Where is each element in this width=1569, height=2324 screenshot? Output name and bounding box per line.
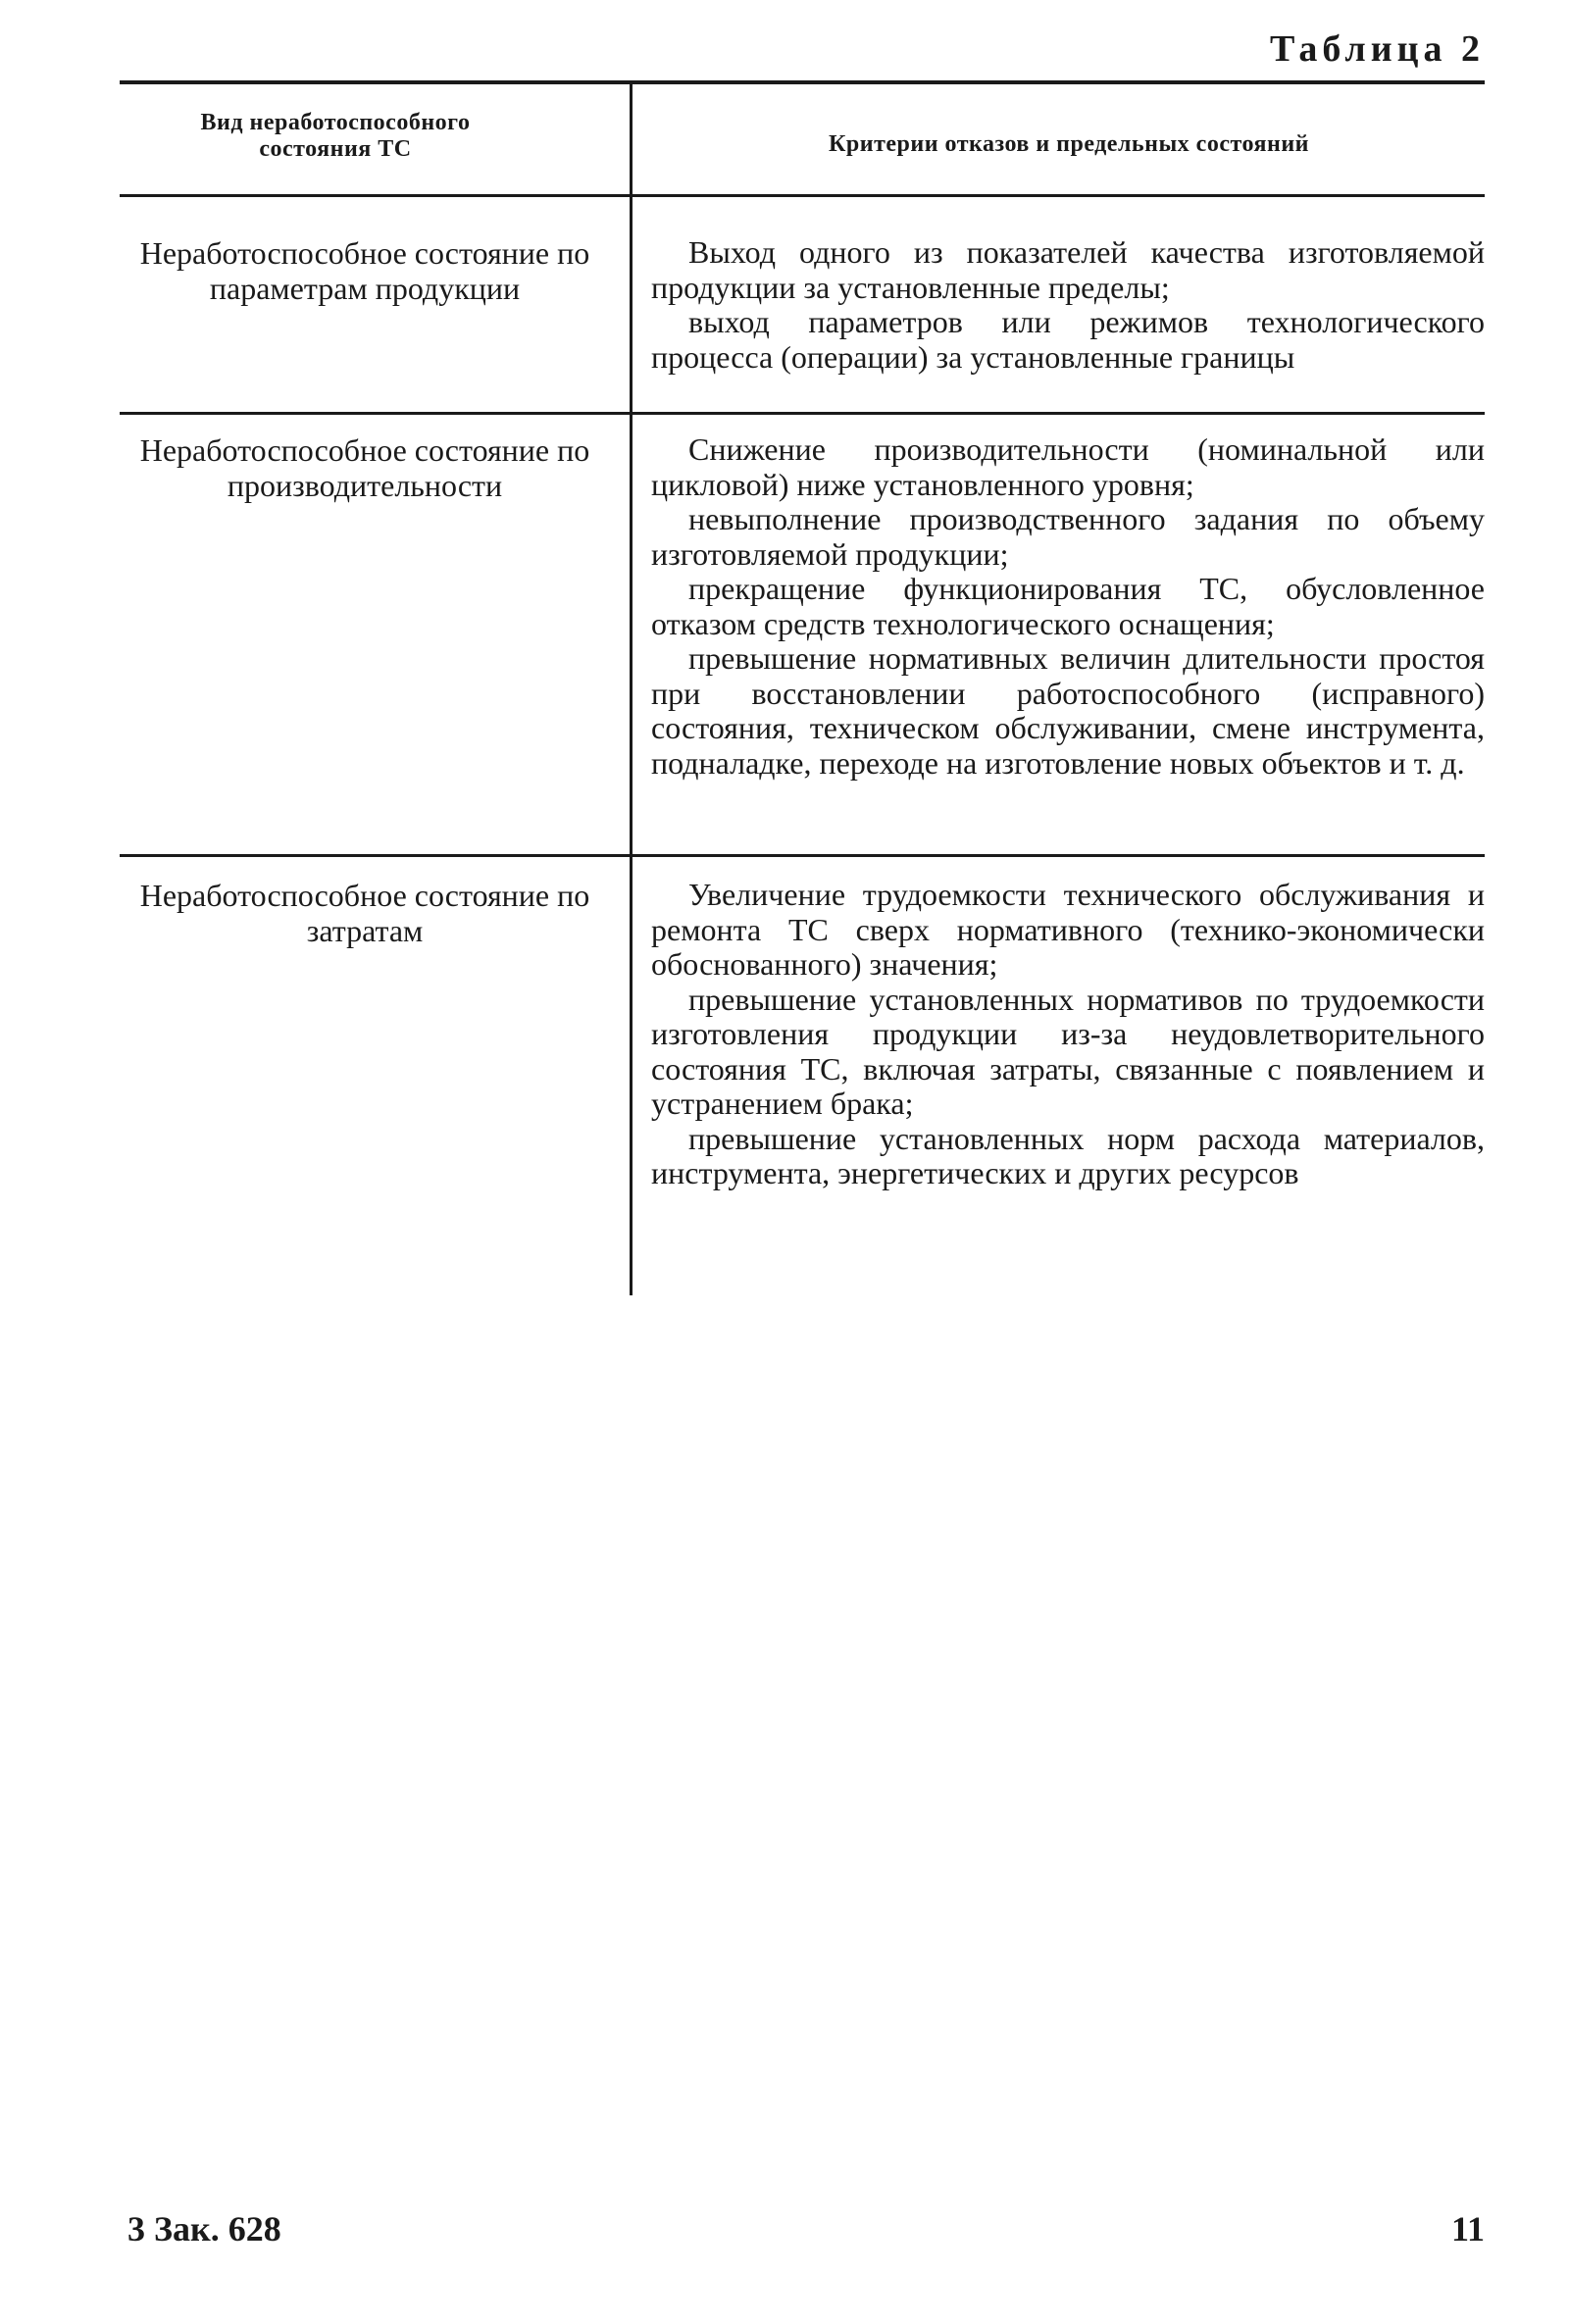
criterion: превышение установленных нормативов по трудоемкости изготовления продукции из-за неудовлетворительного состояния ТС, включая затраты, связанные с появлением и устранением брака;: [651, 981, 1485, 1121]
column-header-state-type: Вид неработоспособного состояния ТС: [200, 110, 471, 162]
criterion: превышение установленных норм расхода материалов, инструмента, энергетических и других ресурсов: [651, 1120, 1485, 1190]
row-1-state: Неработоспособное состояние по параметрам продукции: [139, 235, 590, 306]
criterion: Увеличение трудоемкости технического обслуживания и ремонта ТС сверх нормативного (технико-экономически обоснованного) значения;: [651, 877, 1485, 982]
header-bottom-rule: [120, 194, 1485, 197]
criterion: выход параметров или режимов технологического процесса (операции) за установленные границы: [651, 304, 1485, 375]
criterion: превышение нормативных величин длительности простоя при восстановлении работоспособного (исправного) состояния, техническом обслуживании, смене инструмента, подналадке, переходе на изготовление новых объектов и т. д.: [651, 640, 1485, 781]
page-number: 11: [1450, 2209, 1485, 2248]
column-header-criteria: Критерии отказов и предельных состояний: [829, 131, 1309, 157]
row-1-criteria: [651, 235, 1485, 375]
row-2-state: Неработоспособное состояние по производительности: [139, 432, 590, 503]
criterion: невыполнение производственного задания по объему изготовляемой продукции;: [651, 501, 1485, 572]
row-1-bottom-rule: [120, 412, 1485, 415]
row-2-criteria: [651, 432, 1485, 781]
row-3-state: Неработоспособное состояние по затратам: [139, 878, 590, 948]
row-3-criteria: [651, 878, 1485, 1191]
criterion: прекращение функционирования ТС, обусловленное отказом средств технологического оснащения;: [651, 571, 1485, 641]
table-top-rule: [120, 80, 1485, 84]
column-divider: [630, 84, 633, 1295]
criterion: Снижение производительности (номинальной или цикловой) ниже установленного уровня;: [651, 431, 1485, 502]
table-caption: Таблица 2: [1269, 28, 1485, 70]
print-order-note: 3 Зак. 628: [127, 2209, 281, 2248]
row-2-bottom-rule: [120, 854, 1485, 857]
criterion: Выход одного из показателей качества изготовляемой продукции за установленные пределы;: [651, 234, 1485, 305]
